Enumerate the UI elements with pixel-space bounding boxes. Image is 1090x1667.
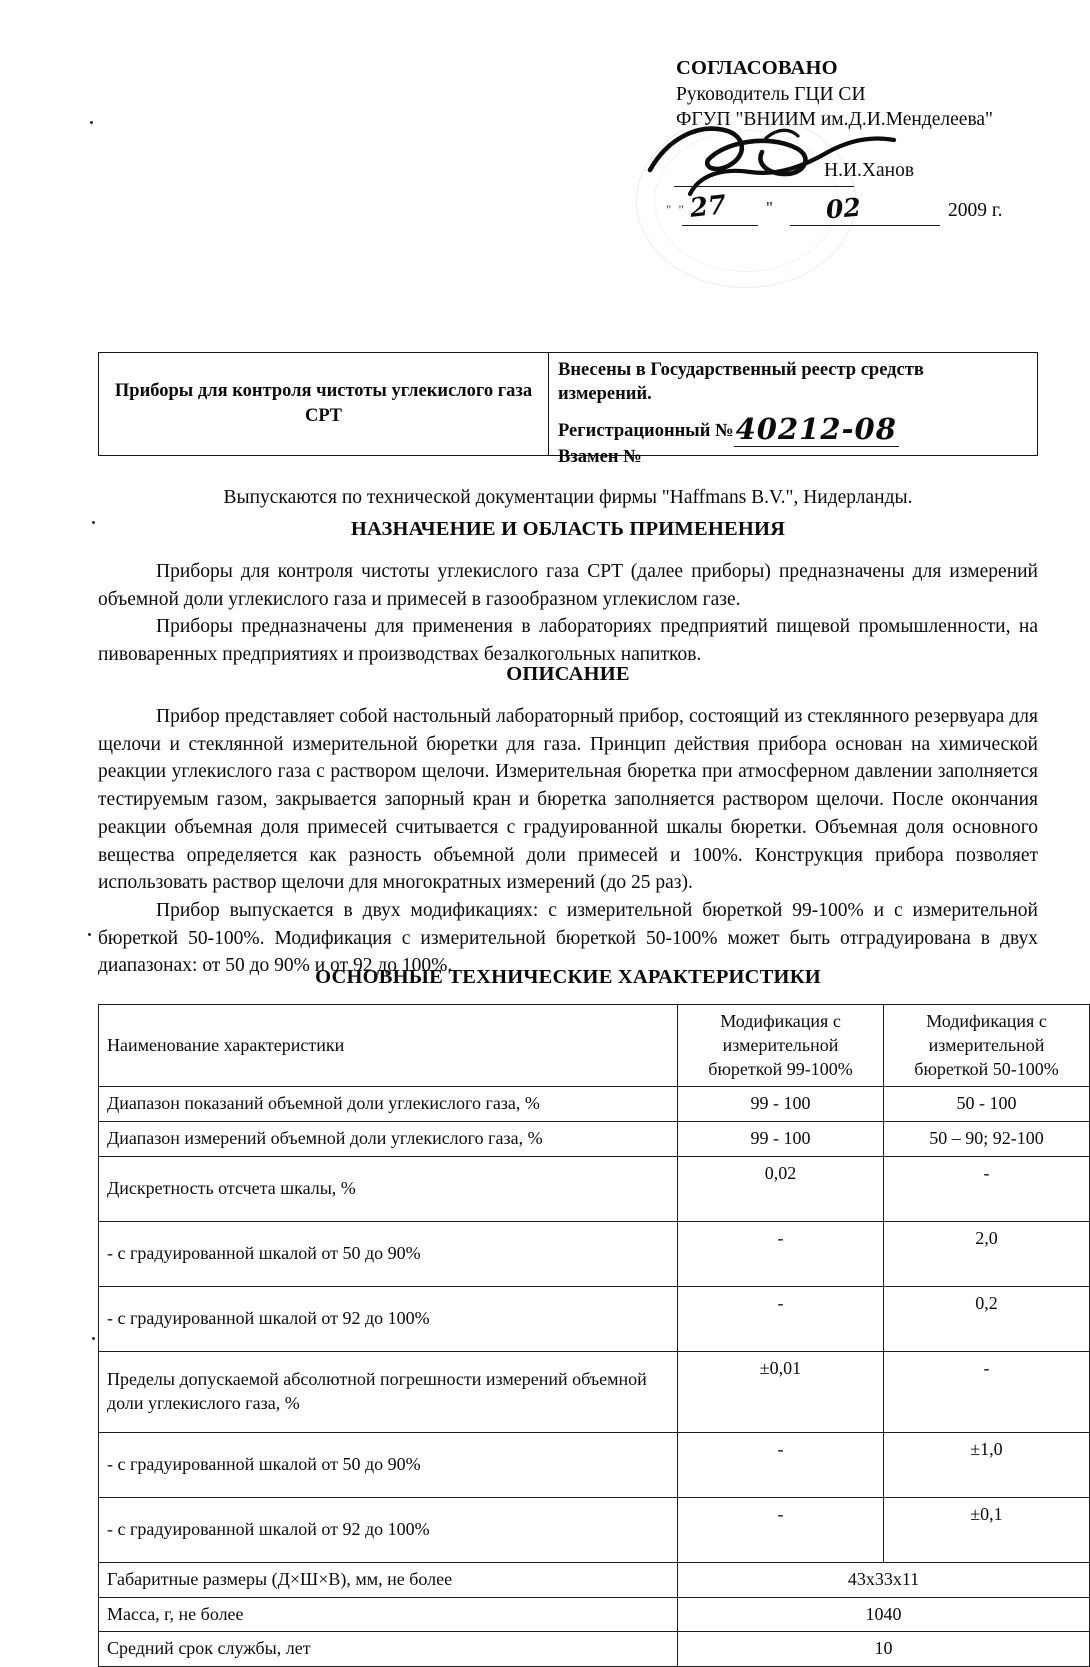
spec-value-spanning: 43х33х11 (678, 1562, 1090, 1597)
description-paragraph-1: Прибор представляет собой настольный лабораторный прибор, состоящий из стеклянного резервуара для щелочи и стеклянной измерительной бюретки для газа. Принцип действия прибора основан на химической реакции углекислого газа с раствором щелочи. Измерительная бюретка при атмосферном давлении заполняется тестируемым газом, закрывается запорный кран и бюретка заполняется раствором щелочи. После окончания реакции объемная доля примесей считывается с градуированной шкалы бюретки. Объемная доля основного вещества определяется как разность объемной доли примесей и 100%. Конструкция прибора позволяет использовать раствор щелочи для многократных измерений (до 25 раз). (98, 706, 1038, 894)
date-day-handwritten: 27 (688, 190, 728, 224)
purpose-paragraph-1: Приборы для контроля чистоты углекислого газа CPT (далее приборы) предназначены для измерений объемной доли углекислого газа и примесей в газообразном углекислом газе. (98, 561, 1038, 610)
spec-name: Диапазон измерений объемной доли углекислого газа, % (99, 1122, 678, 1157)
registration-box (98, 352, 1038, 468)
scan-artifact-dot (92, 1337, 95, 1340)
spec-value-1: - (678, 1432, 884, 1497)
spec-value-2: 50 - 100 (884, 1087, 1090, 1122)
date-month-rule (790, 225, 940, 226)
spec-value-1: 99 - 100 (678, 1087, 884, 1122)
table-row (99, 1597, 1090, 1632)
date-month-handwritten: 02 (824, 192, 862, 225)
date-day-rule (682, 225, 758, 226)
scan-artifact-dot (88, 933, 91, 936)
date-quote-open: " " (666, 202, 686, 217)
purpose-section (98, 515, 1038, 669)
specs-table-title: ОСНОВНЫЕ ТЕХНИЧЕСКИЕ ХАРАКТЕРИСТИКИ (315, 966, 821, 988)
scan-artifact-dot (92, 521, 95, 524)
replaces-number-label: Взамен № (558, 447, 642, 468)
spec-value-1: - (678, 1497, 884, 1562)
approval-authority-line-2: ФГУП "ВНИИМ им.Д.И.Менделеева" (676, 108, 994, 130)
spec-value-2: - (884, 1156, 1090, 1221)
scan-artifact-dot (90, 121, 93, 124)
description-paragraph-2: Прибор выпускается в двух модификациях: с измерительной бюреткой 99-100% и с измерительной бюреткой 50-100%. Модификация с измерительной бюреткой 50-100% может быть отградуирована в двух диапазонах: от 50 до 90% и от 92 до 100%. (98, 899, 1038, 977)
device-title-cell: Приборы для контроля чистоты углекислого газа CPT (99, 353, 549, 455)
table-row (99, 1221, 1090, 1286)
spec-name: Диапазон показаний объемной доли углекислого газа, % (99, 1087, 678, 1122)
spec-value-2: ±0,1 (884, 1497, 1090, 1562)
table-row (99, 1156, 1090, 1221)
date-quote-close: " (766, 198, 773, 217)
approval-title: СОГЛАСОВАНО (676, 57, 838, 79)
specs-table-header-row (99, 1005, 1090, 1087)
signature-rule (674, 186, 854, 187)
spec-name: - с градуированной шкалой от 92 до 100% (99, 1286, 678, 1351)
spec-name: - с градуированной шкалой от 92 до 100% (99, 1497, 678, 1562)
registration-number-row (558, 407, 899, 445)
registry-line-2: измерений. (558, 384, 652, 405)
table-row (99, 1632, 1090, 1667)
purpose-paragraph-2: Приборы предназначены для применения в лабораториях предприятий пищевой промышленности, на пивоваренных предприятиях и производствах безалкогольных напитков. (98, 616, 1038, 666)
spec-name: Масса, г, не более (99, 1597, 678, 1632)
spec-name: Средний срок службы, лет (99, 1632, 678, 1667)
spec-name: Габаритные размеры (Д×Ш×В), мм, не более (99, 1562, 678, 1597)
spec-name: Дискретность отсчета шкалы, % (99, 1156, 678, 1221)
spec-value-1: ±0,01 (678, 1351, 884, 1432)
specs-header-mod-99-100: Модификация с измерительной бюреткой 99-100% (678, 1005, 884, 1087)
manufacture-note: Выпускаются по технической документации фирмы "Haffmans B.V.", Нидерланды. (223, 487, 913, 508)
spec-value-2: 50 – 90; 92-100 (884, 1122, 1090, 1157)
purpose-heading: НАЗНАЧЕНИЕ И ОБЛАСТЬ ПРИМЕНЕНИЯ (350, 518, 786, 540)
spec-value-2: ±1,0 (884, 1432, 1090, 1497)
spec-value-1: 0,02 (678, 1156, 884, 1221)
spec-value-1: - (678, 1221, 884, 1286)
table-row (99, 1351, 1090, 1432)
date-year: 2009 г. (948, 200, 1003, 221)
manufacture-note-block (98, 484, 1038, 512)
spec-value-spanning: 10 (678, 1632, 1090, 1667)
table-row (99, 1497, 1090, 1562)
spec-name: - с градуированной шкалой от 50 до 90% (99, 1221, 678, 1286)
spec-value-spanning: 1040 (678, 1597, 1090, 1632)
registration-number-label: Регистрационный № (558, 420, 734, 441)
registry-info-cell (549, 353, 1037, 468)
signer-name: Н.И.Ханов (824, 160, 915, 181)
spec-value-2: 0,2 (884, 1286, 1090, 1351)
table-row (99, 1562, 1090, 1597)
spec-name: Пределы допускаемой абсолютной погрешности измерений объемной доли углекислого газа, % (99, 1351, 678, 1432)
spec-value-2: 2,0 (884, 1221, 1090, 1286)
table-row (99, 1122, 1090, 1157)
spec-name: - с градуированной шкалой от 50 до 90% (99, 1432, 678, 1497)
registration-number-handwritten: 40212-08 (735, 411, 897, 446)
description-section (98, 660, 1038, 980)
specs-table-body (99, 1005, 1090, 1667)
registry-line-1: Внесены в Государственный реестр средств (558, 360, 924, 380)
specs-header-mod-50-100: Модификация с измерительной бюреткой 50-100% (884, 1005, 1090, 1087)
table-row (99, 1286, 1090, 1351)
approval-authority-line-1: Руководитель ГЦИ СИ (676, 83, 866, 105)
specs-header-name: Наименование характеристики (99, 1005, 678, 1087)
specs-table (98, 1004, 1090, 1667)
spec-value-1: 99 - 100 (678, 1122, 884, 1157)
description-heading: ОПИСАНИЕ (506, 663, 630, 685)
table-row (99, 1087, 1090, 1122)
approval-date-line (666, 190, 1066, 236)
spec-value-1: - (678, 1286, 884, 1351)
spec-value-2: - (884, 1351, 1090, 1432)
table-row (99, 1432, 1090, 1497)
